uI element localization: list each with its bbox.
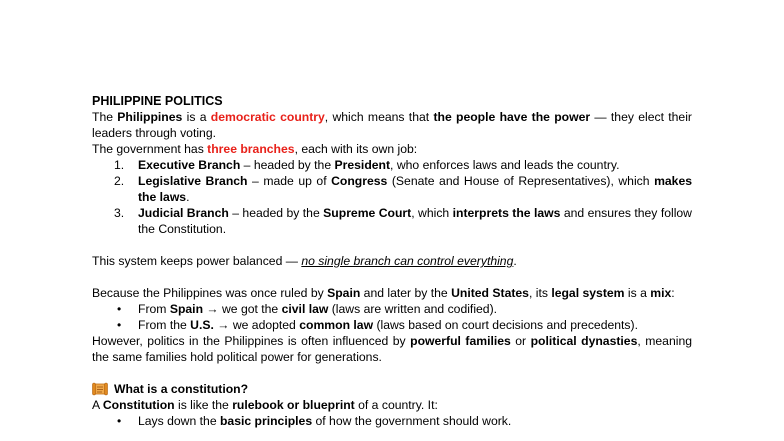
text: , which means that (324, 110, 434, 124)
bold-text: political dynasties (530, 334, 638, 348)
bold-text: Legislative Branch (138, 174, 248, 188)
bold-text: basic principles (219, 414, 313, 428)
text: → we adopted (213, 318, 300, 332)
text: — they elect their leaders through voting. (92, 110, 692, 140)
list-number: 2. (114, 174, 125, 188)
text: or (510, 334, 531, 348)
section-heading: What is a constitution? (114, 382, 249, 396)
text: , meaning the same families hold political power for generations. (92, 334, 692, 364)
branches-list (92, 157, 692, 237)
spacer (92, 237, 692, 253)
text: , which (411, 206, 453, 220)
scroll-icon (92, 382, 108, 396)
text: – made up of (247, 174, 332, 188)
text: → we got the (203, 302, 282, 316)
bold-text: Supreme Court (323, 206, 412, 220)
text: Because the Philippines was once ruled by (92, 286, 328, 300)
bold-text: Spain (327, 286, 361, 300)
list-item (92, 205, 692, 237)
bold-text: President (334, 158, 391, 172)
text: is like the (174, 398, 233, 412)
bold-text: U.S. (190, 318, 214, 332)
text: , its (528, 286, 552, 300)
list-number: 3. (114, 206, 125, 220)
text: This system keeps power balanced — (92, 254, 302, 268)
bold-text: mix (650, 286, 672, 300)
bold-text: Executive Branch (138, 158, 241, 172)
text: – headed by the (228, 206, 324, 220)
bold-text: powerful families (410, 334, 511, 348)
text: , who enforces laws and leads the country. (390, 158, 620, 172)
list-item (92, 301, 692, 317)
text: and later by the (360, 286, 452, 300)
text: . (513, 254, 517, 268)
however-paragraph (92, 333, 692, 365)
list-item (92, 157, 692, 173)
bold-text: makes the laws (138, 174, 693, 204)
list-item (92, 173, 692, 205)
page-title: PHILIPPINE POLITICS (92, 94, 223, 108)
bold-text: interprets the laws (452, 206, 561, 220)
text: , each with its own job: (294, 142, 418, 156)
text: From (138, 302, 170, 316)
text: From the (138, 318, 191, 332)
spacer (92, 365, 692, 381)
bold-text: civil law (281, 302, 329, 316)
highlight-text: three branches (207, 142, 295, 156)
text: is a (624, 286, 651, 300)
bold-text: Spain (169, 302, 204, 316)
bold-text: Judicial Branch (138, 206, 229, 220)
text: : (671, 286, 675, 300)
text: . (186, 190, 190, 204)
text: A (92, 398, 103, 412)
list-item (92, 413, 692, 429)
bold-text: Congress (331, 174, 388, 188)
bold-text: legal system (551, 286, 625, 300)
bullet-icon: • (117, 302, 122, 316)
document-page (92, 93, 692, 429)
bullet-icon: • (117, 318, 122, 332)
text: The (92, 110, 118, 124)
text: is a (182, 110, 211, 124)
constitution-heading (92, 381, 692, 397)
constitution-bullets (92, 413, 692, 429)
text: However, politics in the Philippines is often influenced by (92, 334, 411, 348)
bold-text: Constitution (102, 398, 175, 412)
spacer (92, 269, 692, 285)
emphasis-text: no single branch can control everything (301, 254, 514, 268)
text: The government has (92, 142, 208, 156)
bullet-icon: • (117, 414, 122, 428)
text: – headed by the (240, 158, 335, 172)
text: and ensures they follow the Constitution. (138, 206, 692, 236)
mix-paragraph (92, 285, 692, 301)
bold-text: the people have the power (433, 110, 591, 124)
list-item (92, 317, 692, 333)
text: (Senate and House of Representatives), which (387, 174, 655, 188)
text: (laws based on court decisions and precedents). (373, 318, 638, 332)
bold-text: Philippines (117, 110, 183, 124)
government-paragraph (92, 141, 692, 157)
intro-paragraph (92, 109, 692, 141)
bold-text: common law (299, 318, 374, 332)
bold-text: United States (451, 286, 529, 300)
text: of a country. It: (354, 398, 438, 412)
list-number: 1. (114, 158, 125, 172)
highlight-text: democratic country (210, 110, 325, 124)
constitution-paragraph (92, 397, 692, 413)
text: Lays down the (138, 414, 220, 428)
text: of how the government should work. (312, 414, 512, 428)
balance-paragraph (92, 253, 692, 269)
text: (laws are written and codified). (328, 302, 498, 316)
legal-bullets (92, 301, 692, 333)
bold-text: rulebook or blueprint (232, 398, 355, 412)
